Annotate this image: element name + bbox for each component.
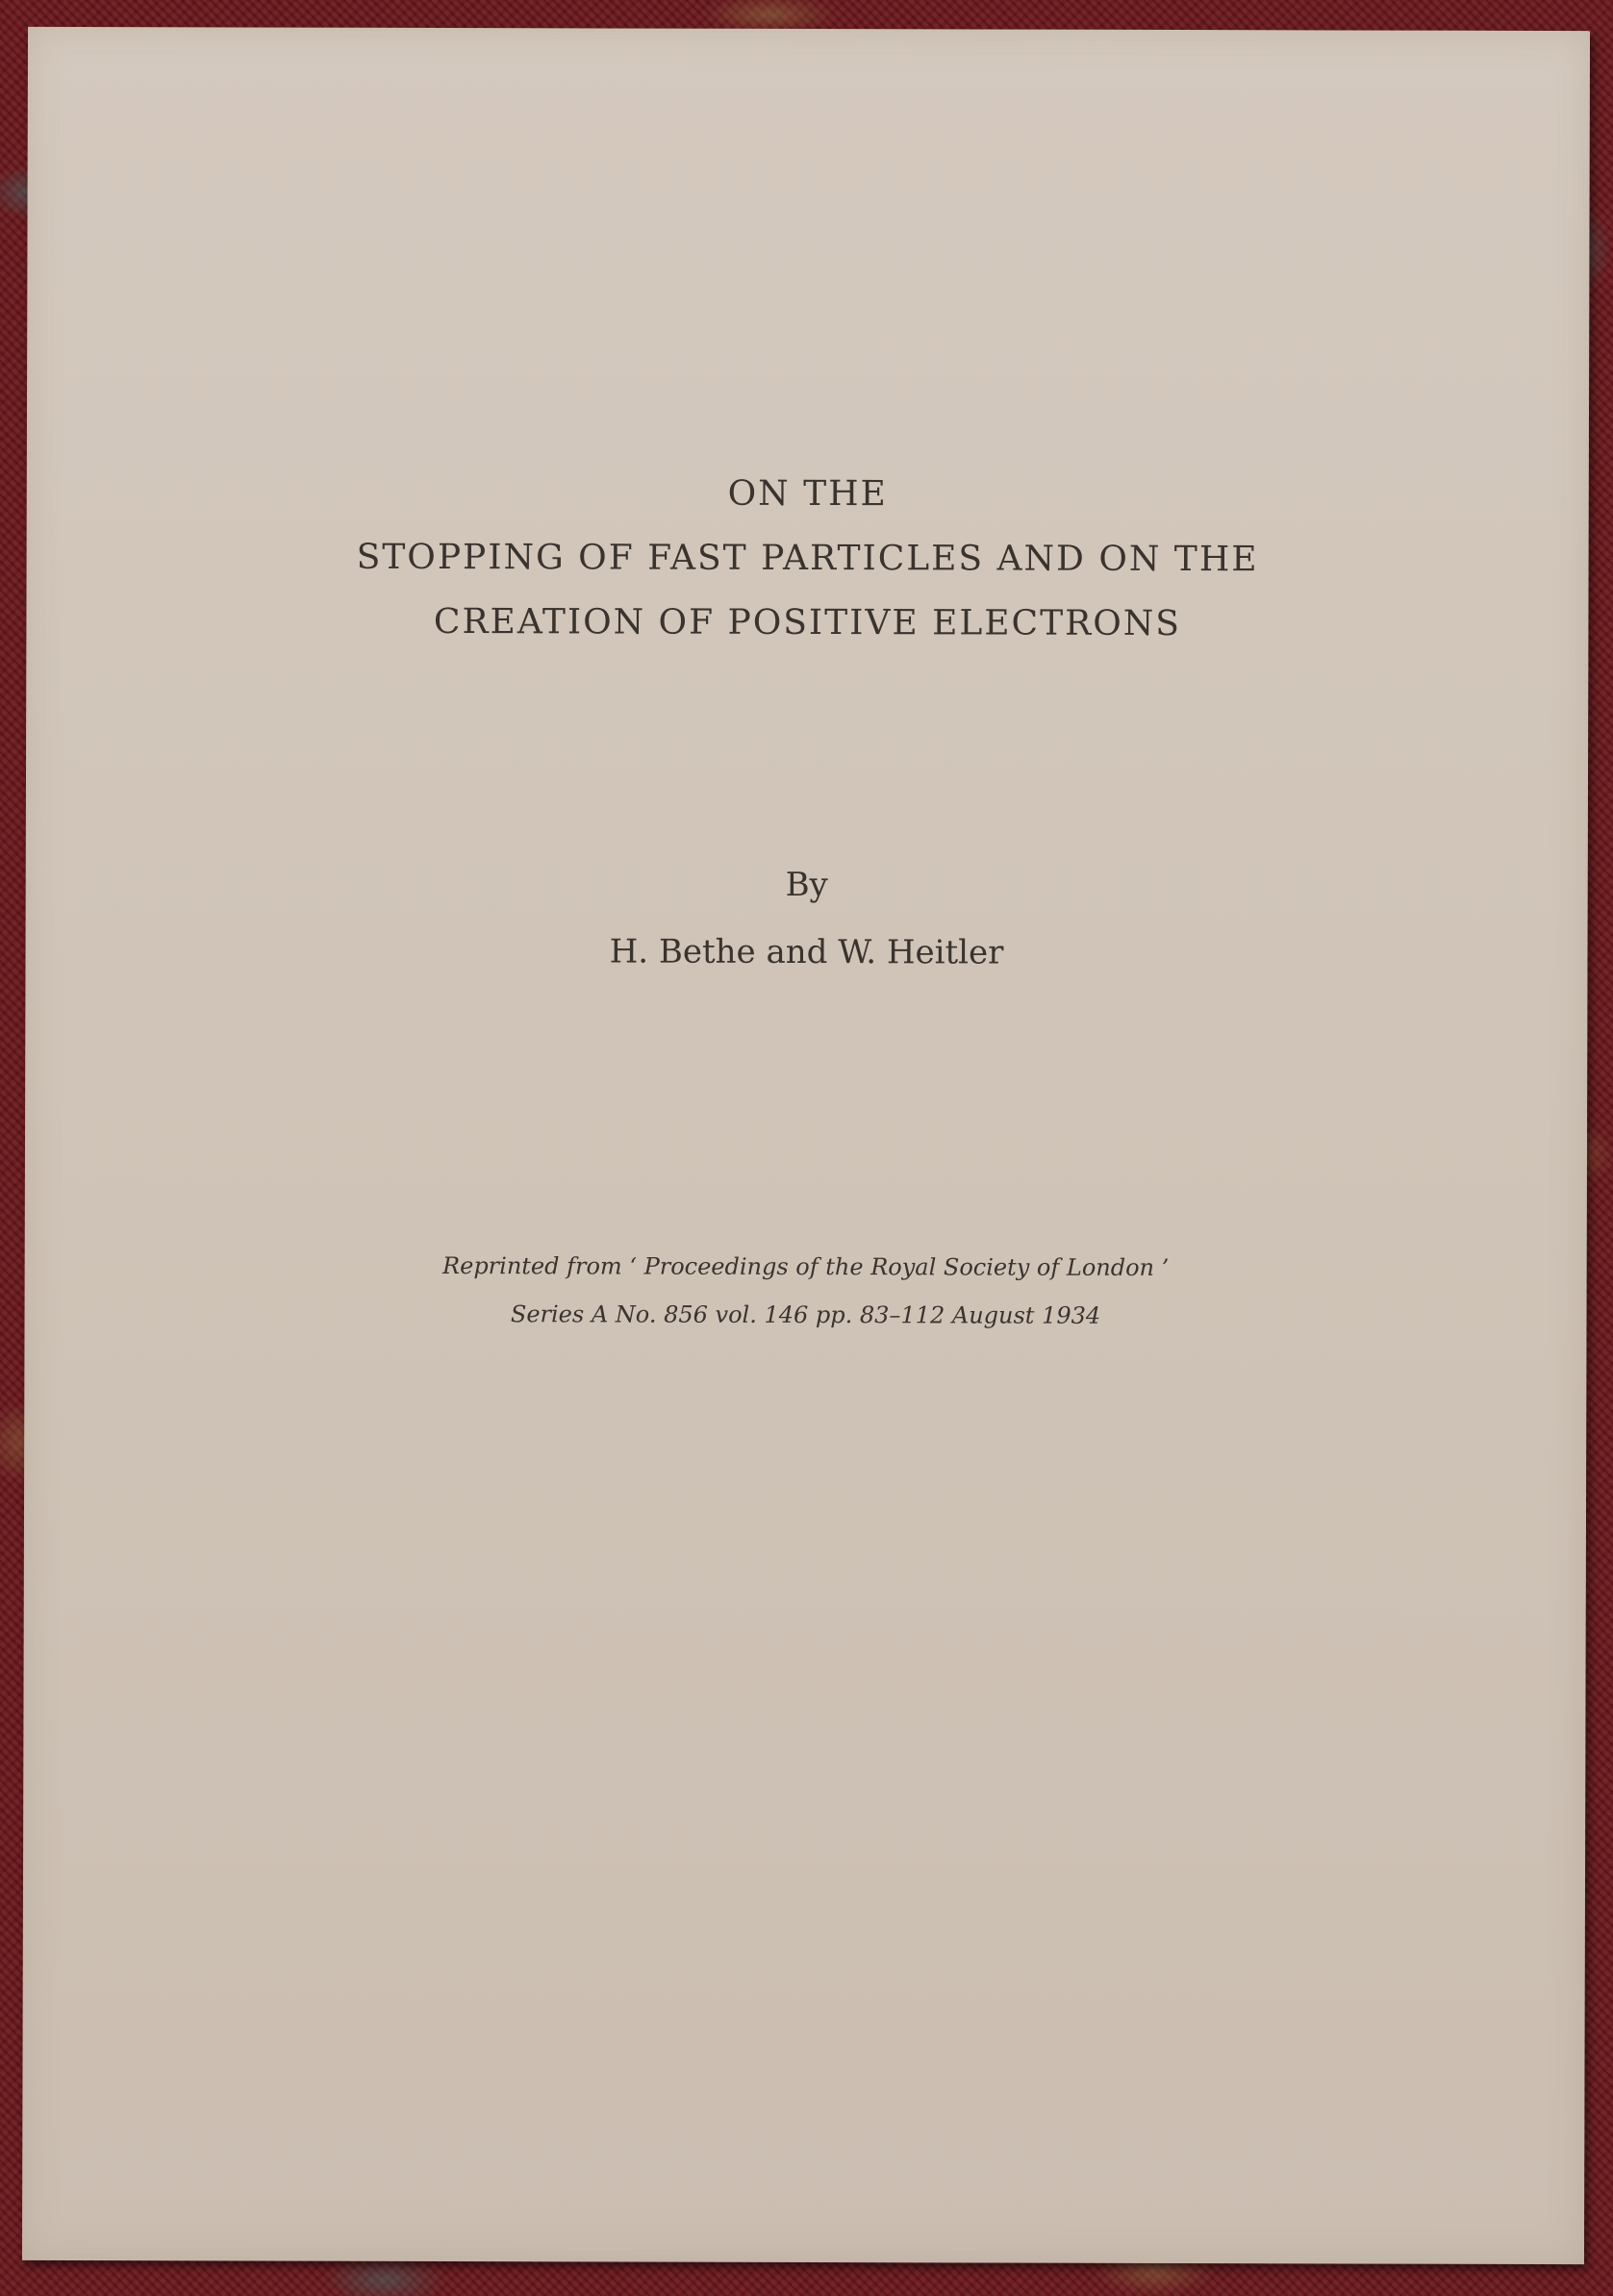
title-line: STOPPING OF FAST PARTICLES AND ON THE <box>356 537 1259 580</box>
title-line: CREATION OF POSITIVE ELECTRONS <box>433 601 1181 644</box>
document-cover <box>22 27 1590 2264</box>
reprint-line: Series A No. 856 vol. 146 pp. 83–112 August 1934 <box>510 1300 1101 1329</box>
by-label: By <box>785 865 828 905</box>
reprint-line: Reprinted from ‘ Proceedings of the Royal Society of London ’ <box>442 1252 1170 1281</box>
title-line: ON THE <box>727 473 888 515</box>
document-title <box>26 460 1589 657</box>
authors: H. Bethe and W. Heitler <box>609 932 1004 972</box>
reprint-note <box>24 1241 1586 1341</box>
